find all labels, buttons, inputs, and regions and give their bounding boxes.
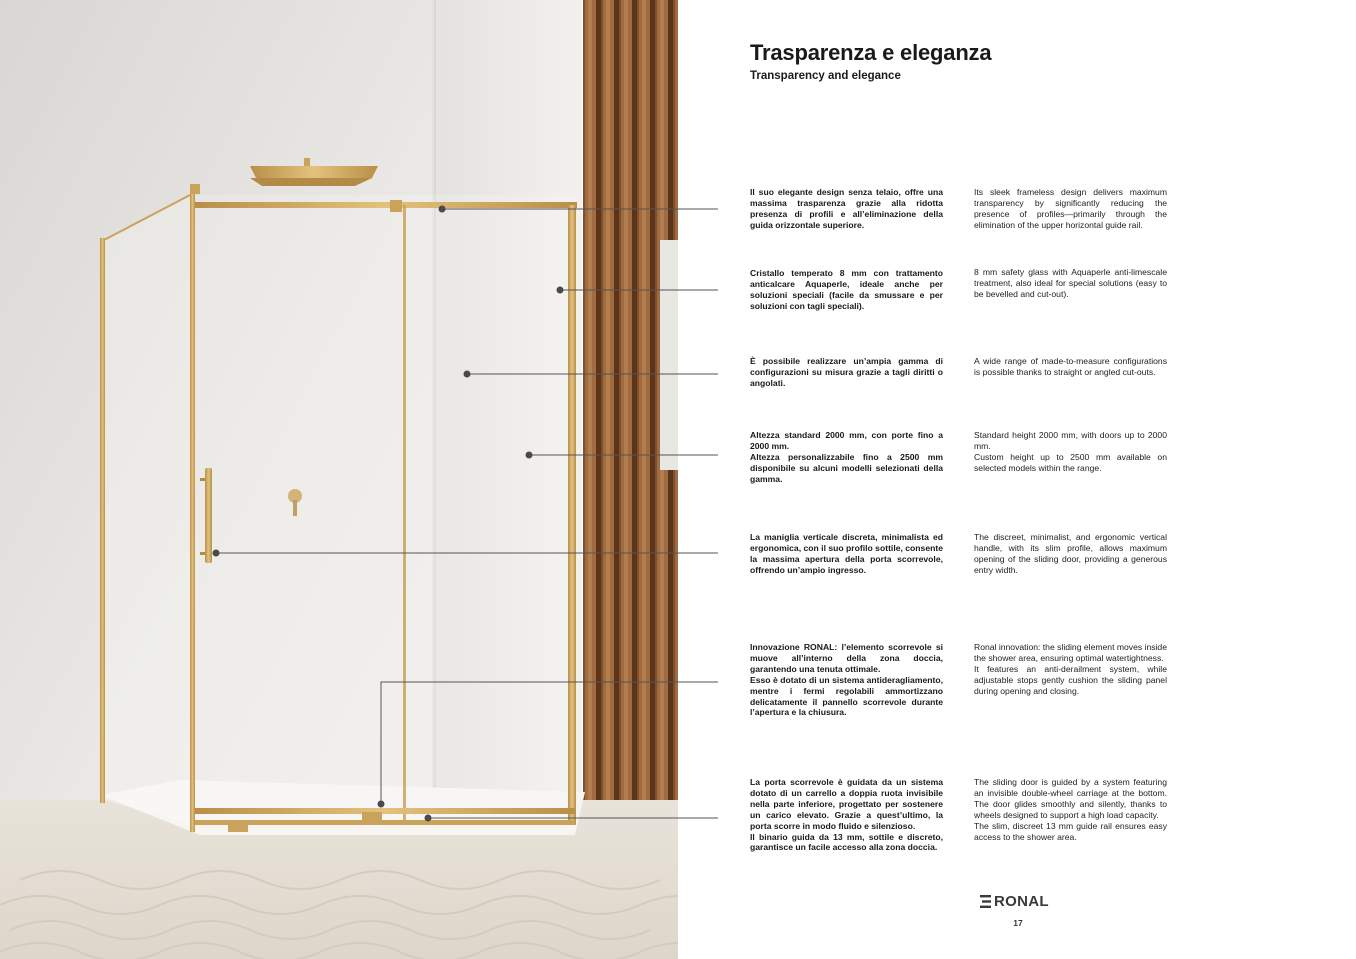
callout-dot: [378, 801, 385, 808]
callout-dot: [526, 452, 533, 459]
feature-text-en: A wide range of made-to-measure configurations is possible thanks to straight or angled cut-outs.: [974, 356, 1167, 377]
feature-text-en: Ronal innovation: the sliding element moves inside the shower area, ensuring optimal watertightness. It features an anti-derailment system, while adjustable stops gently cushion the sliding panel during opening and closing.: [974, 642, 1167, 696]
feature-text-it: Cristallo temperato 8 mm con trattamento anticalcare Aquaperle, ideale anche per soluzioni speciali (facile da smussare e per soluzioni con tagli speciali).: [750, 268, 943, 311]
callout-dot: [557, 287, 564, 294]
feature-text-en: The sliding door is guided by a system featuring an invisible double-wheel carriage at the bottom. The door glides smoothly and silently, thanks to wheels designed to support a high load capacity. The slim, discreet 13 mm guide rail ensures easy access to the shower area.: [974, 777, 1167, 842]
feature-text-it: La maniglia verticale discreta, minimalista ed ergonomica, con il suo profilo sottile, consente la massima apertura della porta scorrevole, offrendo un’ampio ingresso.: [750, 532, 943, 575]
feature-text-it: È possibile realizzare un’ampia gamma di configurazioni su misura grazie a tagli diritti o angolati.: [750, 356, 943, 388]
callout-dot: [439, 206, 446, 213]
feature-text-en: 8 mm safety glass with Aquaperle anti-limescale treatment, also ideal for special solutions (easy to be bevelled and cut-out).: [974, 267, 1167, 299]
feature-text-it: Innovazione RONAL: l’elemento scorrevole si muove all’interno della zona doccia, garantendo una tenuta ottimale. Esso è dotato di un sistema antideragliamento, mentre i fermi regolabili ammortizzano delicatamente il pannello scorrevole durante l’apertura e la chiusura.: [750, 642, 943, 718]
feature-text-en: Standard height 2000 mm, with doors up to 2000 mm. Custom height up to 2500 mm available on selected models within the range.: [974, 430, 1167, 473]
feature-text-en: The discreet, minimalist, and ergonomic vertical handle, with its slim profile, allows maximum opening of the sliding door, providing a generous entry width.: [974, 532, 1167, 575]
feature-text-it: La porta scorrevole è guidata da un sistema dotato di un carrello a doppia ruota invisibile nella parte inferiore, progettato per sostenere un carico elevato. Grazie a quest’ultimo, la porta scorre in modo fluido e silenzioso. Il binario guida da 13 mm, sottile e discreto, garantisce un facile accesso alla zona doccia.: [750, 777, 943, 853]
callout-dot: [213, 550, 220, 557]
page-number: 17: [1013, 918, 1023, 928]
page-title: Trasparenza e eleganza: [750, 40, 992, 65]
ronal-logo-icon: [980, 895, 991, 908]
feature-text-en: Its sleek frameless design delivers maximum transparency by significantly reducing the presence of profiles—primarily through the elimination of the upper horizontal guide rail.: [974, 187, 1167, 230]
brand-name: RONAL: [994, 893, 1049, 910]
feature-text-it: Il suo elegante design senza telaio, offre una massima trasparenza grazie alla ridotta presenza di profili e all’eliminazione della guida orizzontale superiore.: [750, 187, 943, 230]
feature-text-it: Altezza standard 2000 mm, con porte fino a 2000 mm. Altezza personalizzabile fino a 2500 mm disponibile su alcuni modelli selezionati della gamma.: [750, 430, 943, 484]
callout-dot: [464, 371, 471, 378]
callout-dot: [425, 815, 432, 822]
page-subtitle: Transparency and elegance: [750, 70, 901, 82]
brand-logo: [980, 893, 1049, 910]
